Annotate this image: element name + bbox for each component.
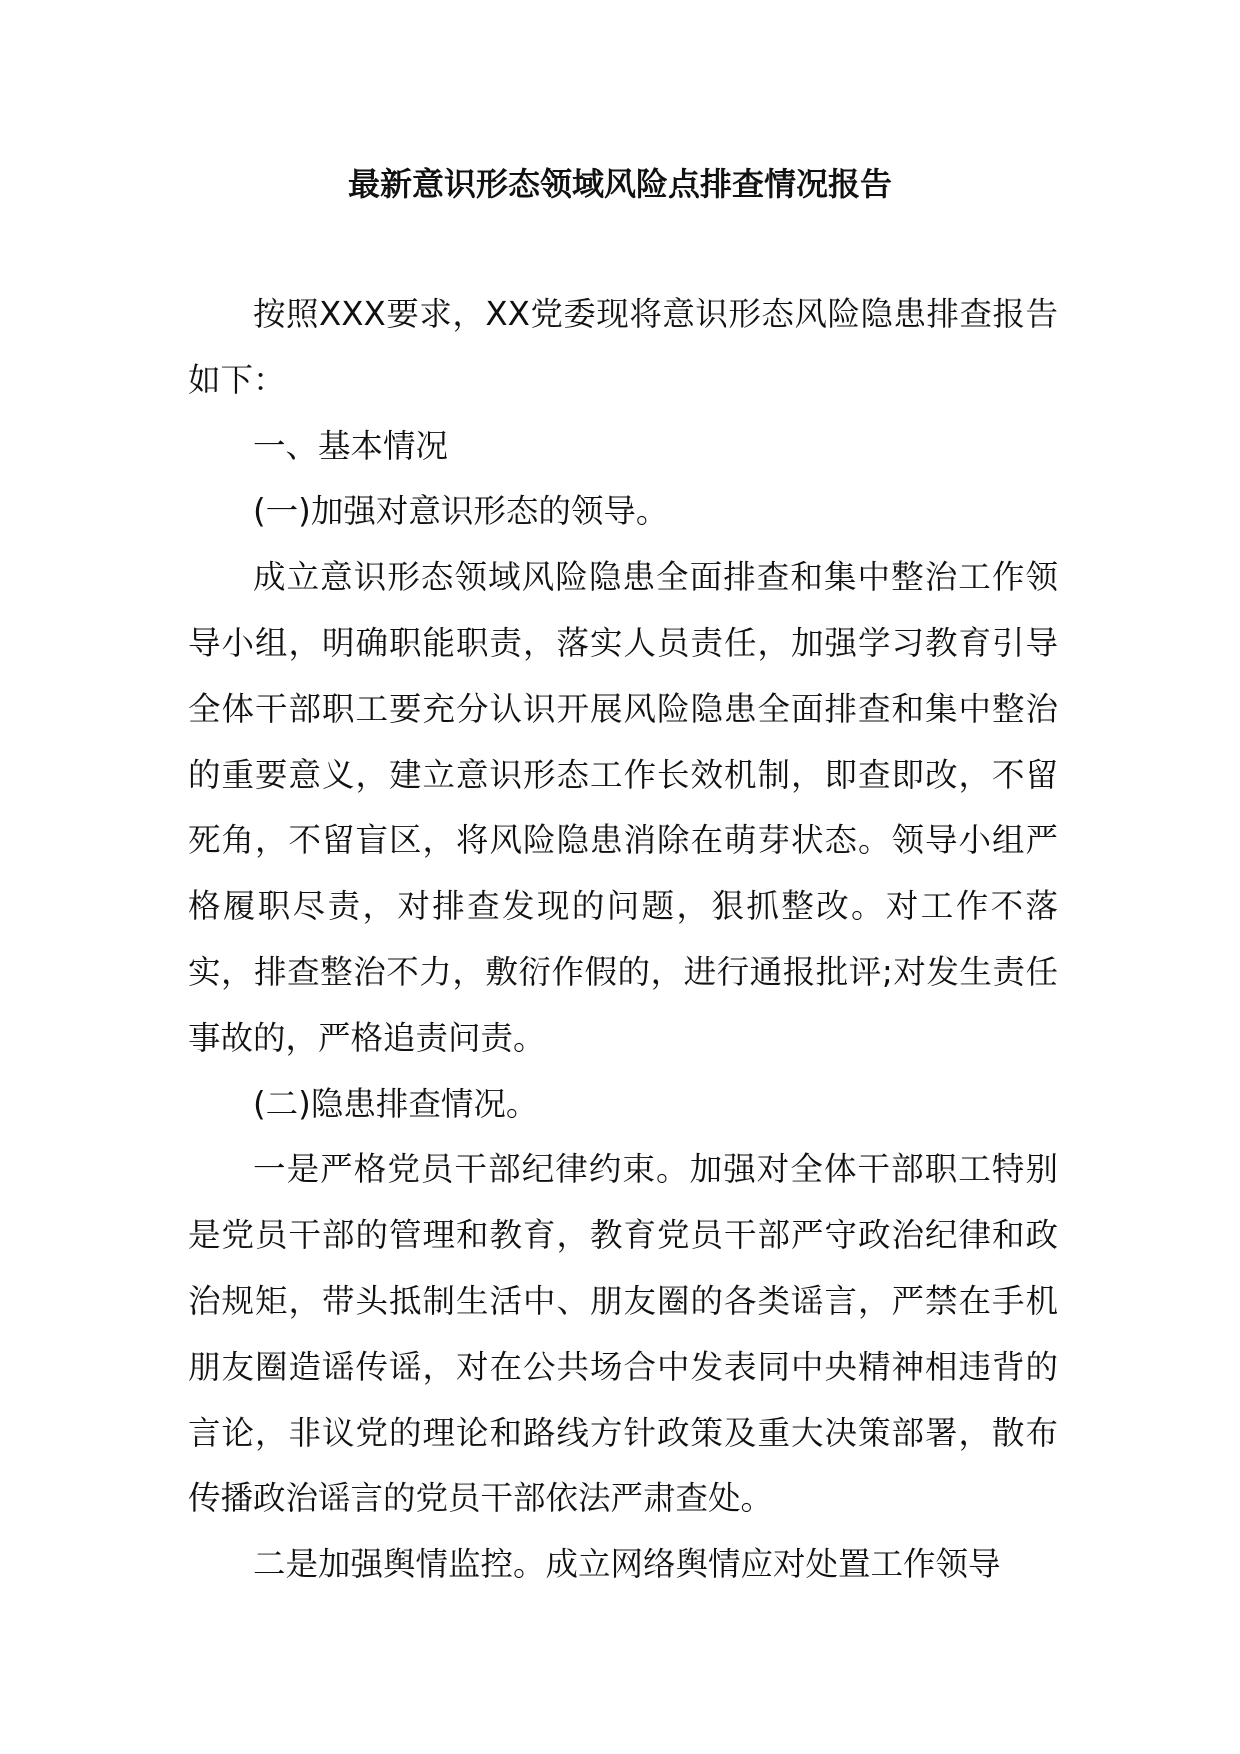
subsection-heading-hazard-check: (二)隐患排查情况。 <box>253 1084 539 1123</box>
paragraph-public-opinion: 二是加强舆情监控。成立网络舆情应对处置工作领导 <box>253 1545 1001 1584</box>
paragraph-leadership-group: 成立意识形态领域风险隐患全面排查和集中整治工作领导小组，明确职能职责，落实人员责任，加强学习教育引导全体干部职工要充分认识开展风险隐患全面排查和集中整治的重要意义，建立意识形态工作长效机制，即查即改，不留死角，不留盲区，将风险隐患消除在萌芽状态。领导小组严格履职尽责，对排查发现的问题，狠抓整改。对工作不落实，排查整治不力，敷衍作假的，进行通报批评;对发生责任事故的，严格追责问责。 <box>188 558 1058 1057</box>
paragraph-intro: 按照XXX要求，XX党委现将意识形态风险隐患排查报告如下： <box>188 295 1058 399</box>
paragraph-discipline: 一是严格党员干部纪律约束。加强对全体干部职工特别是党员干部的管理和教育，教育党员干部严守政治纪律和政治规矩，带头抵制生活中、朋友圈的各类谣言，严禁在手机朋友圈造谣传谣，对在公共场合中发表同中央精神相违背的言论，非议党的理论和路线方针政策及重大决策部署，散布传播政治谣言的党员干部依法严肃查处。 <box>188 1150 1058 1518</box>
section-heading-basic-situation: 一、基本情况 <box>253 426 449 465</box>
document-body <box>188 282 1058 1598</box>
subsection-heading-leadership: (一)加强对意识形态的领导。 <box>253 492 669 531</box>
document-title: 最新意识形态领域风险点排查情况报告 <box>347 165 892 203</box>
